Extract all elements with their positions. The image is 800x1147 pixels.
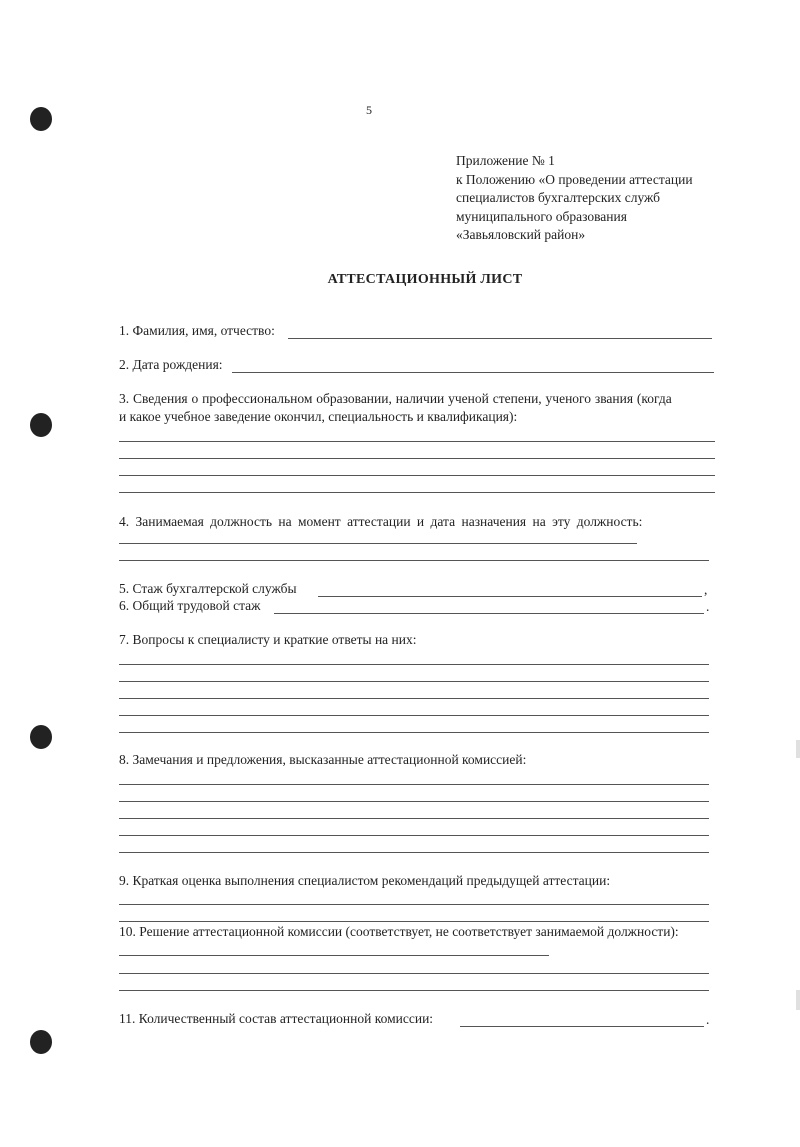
position-input-line[interactable] — [119, 543, 637, 544]
appendix-line: Приложение № 1 — [456, 153, 555, 168]
field-label-previous-recommendations: 9. Краткая оценка выполнения специалистом рекомендаций предыдущей аттестации: — [119, 873, 611, 888]
remarks-input-line[interactable] — [119, 818, 709, 819]
punctuation-period: . — [706, 599, 710, 614]
punch-hole — [30, 413, 52, 437]
field-label-birth-date: 2. Дата рождения: — [119, 357, 223, 372]
commission-size-input-line[interactable] — [460, 1026, 704, 1027]
field-label-education-cont: и какое учебное заведение окончил, специальность и квалификация): — [119, 409, 518, 424]
questions-input-line[interactable] — [119, 732, 709, 733]
total-experience-input-line[interactable] — [274, 613, 704, 614]
remarks-input-line[interactable] — [119, 801, 709, 802]
birth-date-input-line[interactable] — [232, 372, 714, 373]
full-name-input-line[interactable] — [288, 338, 712, 339]
education-input-line[interactable] — [119, 492, 715, 493]
appendix-line: «Завьяловский район» — [456, 227, 586, 242]
appendix-line: муниципального образования — [456, 208, 627, 224]
scan-artifact — [796, 990, 800, 1010]
questions-input-line[interactable] — [119, 681, 709, 682]
field-label-questions: 7. Вопросы к специалисту и краткие ответы на них: — [119, 632, 417, 647]
position-input-line[interactable] — [119, 560, 709, 561]
education-input-line[interactable] — [119, 441, 715, 442]
commission-decision-input-line[interactable] — [119, 990, 709, 991]
field-label-position: 4. Занимаемая должность на момент аттестации и дата назначения на эту должность: — [119, 514, 643, 529]
appendix-line: к Положению «О проведении аттестации — [456, 171, 693, 187]
questions-input-line[interactable] — [119, 664, 709, 665]
field-label-accounting-experience: 5. Стаж бухгалтерской службы — [119, 581, 297, 596]
field-label-commission-size: 11. Количественный состав аттестационной комиссии: — [119, 1011, 434, 1026]
previous-recommendations-input-line[interactable] — [119, 904, 709, 905]
remarks-input-line[interactable] — [119, 835, 709, 836]
questions-input-line[interactable] — [119, 698, 709, 699]
previous-recommendations-input-line[interactable] — [119, 921, 709, 922]
field-label-commission-decision: 10. Решение аттестационной комиссии (соответствует, не соответствует занимаемой должности): — [119, 924, 679, 939]
questions-input-line[interactable] — [119, 715, 709, 716]
punctuation-period: . — [706, 1012, 710, 1027]
page-number: 5 — [366, 103, 372, 117]
accounting-experience-input-line[interactable] — [318, 596, 702, 597]
remarks-input-line[interactable] — [119, 784, 709, 785]
commission-decision-input-line[interactable] — [119, 955, 549, 956]
punch-hole — [30, 1030, 52, 1054]
scan-artifact — [796, 740, 800, 758]
appendix-line: специалистов бухгалтерских служб — [456, 190, 661, 205]
field-label-education: 3. Сведения о профессиональном образовании, наличии ученой степени, ученого звания (когда — [119, 391, 672, 406]
appendix-reference — [456, 152, 693, 245]
commission-decision-input-line[interactable] — [119, 973, 709, 974]
punch-hole — [30, 107, 52, 131]
field-label-total-experience: 6. Общий трудовой стаж — [119, 598, 261, 613]
remarks-input-line[interactable] — [119, 852, 709, 853]
field-label-full-name: 1. Фамилия, имя, отчество: — [119, 323, 275, 338]
punctuation-comma: , — [704, 582, 708, 597]
education-input-line[interactable] — [119, 475, 715, 476]
education-input-line[interactable] — [119, 458, 715, 459]
document-title: АТТЕСТАЦИОННЫЙ ЛИСТ — [327, 272, 523, 287]
punch-hole — [30, 725, 52, 749]
field-label-remarks: 8. Замечания и предложения, высказанные аттестационной комиссией: — [119, 752, 527, 767]
